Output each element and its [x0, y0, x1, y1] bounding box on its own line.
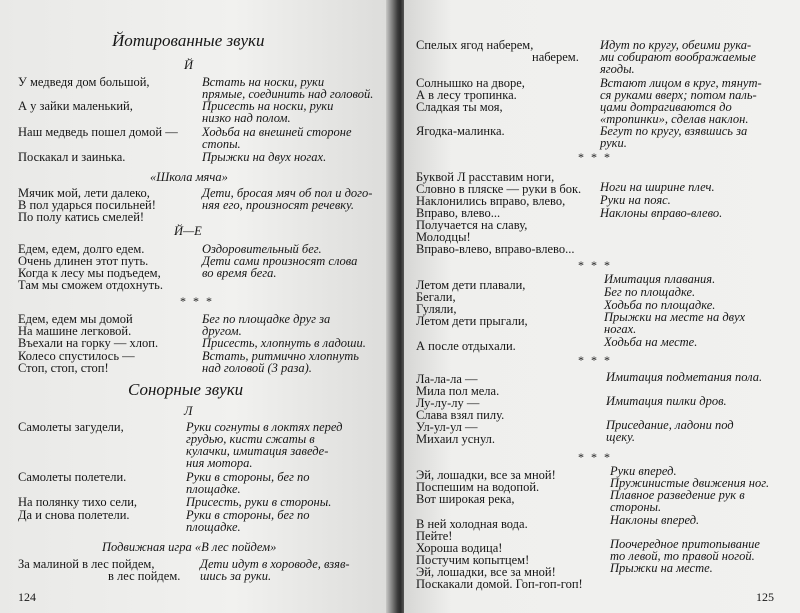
instruction-line: Плавное разведение рук в	[610, 488, 745, 502]
instruction-line: Прыжки на двух ногах.	[202, 150, 327, 164]
instruction-line: Бег по площадке.	[604, 285, 696, 299]
instruction-line: Встать на носки, руки	[202, 75, 325, 89]
verse-line: Эй, лошадки, все за мной!	[416, 565, 556, 579]
verse-line: Бегали,	[416, 290, 456, 304]
instruction-line: во время бега.	[202, 266, 277, 280]
verse-line: Постучим копытцем!	[416, 553, 530, 567]
instruction-line: Ходьба на месте.	[604, 335, 698, 349]
instruction-line: Руки в стороны, бег по	[186, 508, 310, 522]
verse-line: Едем, едем мы домой	[18, 312, 133, 326]
verse-line: Летом дети плавали,	[416, 278, 526, 292]
verse-line: Гуляли,	[416, 302, 457, 316]
section-divider: * * *	[578, 450, 612, 464]
instruction-line: Имитация плавания.	[604, 272, 716, 286]
instruction-line: ми собирают воображаемые	[600, 50, 756, 64]
verse-line: Эй, лошадки, все за мной!	[416, 468, 556, 482]
instruction-line: над головой (3 раза).	[202, 361, 312, 375]
letter-heading: Й	[184, 58, 194, 72]
instruction-line: Прыжки на месте.	[610, 561, 713, 575]
instruction-line: Бег по площадке друг за	[202, 312, 331, 326]
verse-line: Мячик мой, лети далеко,	[18, 186, 150, 200]
instruction-line: ния мотора.	[186, 456, 253, 470]
verse-line: Да и снова полетели.	[18, 508, 130, 522]
instruction-line: цами дотрагиваются до	[600, 100, 732, 114]
verse-line: Ягодка-малинка.	[416, 124, 505, 138]
instruction-line: кулачки, имитация заведе-	[186, 444, 329, 458]
instruction-line: Дети идут в хороводе, взяв-	[200, 557, 350, 571]
instruction-line: Дети, бросая мяч об пол и дого-	[202, 186, 373, 200]
verse-line: в лес пойдем.	[108, 569, 181, 583]
verse-line: Лу-лу-лу —	[416, 396, 480, 410]
instruction-line: Встать, ритмично хлопнуть	[202, 349, 359, 363]
instruction-line: площадке.	[186, 482, 241, 496]
instruction-line: Руки в стороны, бег по	[186, 470, 310, 484]
verse-line: Михаил уснул.	[416, 432, 496, 446]
instruction-line: ягоды.	[600, 62, 635, 76]
verse-line: Едем, едем, долго едем.	[18, 242, 145, 256]
instruction-line: ногах.	[604, 322, 637, 336]
verse-line: Спелых ягод наберем,	[416, 38, 534, 52]
verse-line: А у зайки маленький,	[18, 99, 133, 113]
instruction-line: Ходьба на внешней стороне	[202, 125, 352, 139]
verse-line: Летом дети прыгали,	[416, 314, 528, 328]
verse-line: В ней холодная вода.	[416, 517, 528, 531]
verse-line: Мила пол мела.	[416, 384, 500, 398]
instruction-line: Руки вперед.	[610, 464, 677, 478]
instruction-line: «тропинки», сделав наклон.	[600, 112, 749, 126]
instruction-line: грудью, кисти сжаты в	[186, 432, 315, 446]
verse-line: Ла-ла-ла —	[416, 372, 478, 386]
verse-line: Наш медведь пошел домой —	[18, 125, 178, 139]
verse-line: На полянку тихо сели,	[18, 495, 138, 509]
verse-line: Поскакал и заинька.	[18, 150, 126, 164]
instruction-line: Руки на пояс.	[600, 193, 671, 207]
instruction-line: шись за руки.	[200, 569, 272, 583]
instruction-line: Имитация пилки дров.	[606, 394, 727, 408]
page-125	[404, 0, 800, 613]
verse-line: В пол ударься посильней!	[18, 198, 156, 212]
instruction-line: Приседание, ладони под	[606, 418, 734, 432]
letter-heading: Л	[184, 404, 193, 418]
verse-line: Очень длинен этот путь.	[18, 254, 149, 268]
verse-line: Поскакали домой. Гоп-гоп-гоп!	[416, 577, 583, 591]
verse-line: За малиной в лес пойдем,	[18, 557, 155, 571]
instruction-line: Дети сами произносят слова	[202, 254, 358, 268]
verse-line: Вправо, влево...	[416, 206, 501, 220]
verse-line: Колесо спустилось —	[18, 349, 135, 363]
verse-line: Поспешим на водопой.	[416, 480, 540, 494]
page-number: 125	[756, 590, 774, 604]
verse-line: У медведя дом большой,	[18, 75, 150, 89]
game-title: Подвижная игра «В лес пойдем»	[102, 540, 277, 554]
verse-line: Самолеты полетели.	[18, 470, 127, 484]
verse-line: Словно в пляске — руки в бок.	[416, 182, 582, 196]
verse-line: Пейте!	[416, 529, 453, 543]
verse-line: Хороша водица!	[416, 541, 503, 555]
section-divider: * * *	[180, 294, 214, 308]
verse-line: Наклонились вправо, влево,	[416, 194, 566, 208]
instruction-line: Наклоны вправо-влево.	[600, 206, 723, 220]
instruction-line: Присесть, руки в стороны.	[186, 495, 332, 509]
instruction-line: Наклоны вперед.	[610, 513, 700, 527]
instruction-line: Бегут по кругу, взявшись за	[600, 124, 748, 138]
heading-sonorant-sounds: Сонорные звуки	[128, 380, 244, 399]
instruction-line: прямые, соединить над головой.	[202, 87, 374, 101]
verse-line: Буквой Л расставим ноги,	[416, 170, 555, 184]
verse-line: Получается на славу,	[416, 218, 528, 232]
verse-line: Вправо-влево, вправо-влево...	[416, 242, 575, 256]
page-124	[0, 0, 392, 613]
instruction-line: ся руками вверх; потом паль-	[600, 88, 757, 102]
verse-line: Сладкая ты моя,	[416, 100, 503, 114]
instruction-line: Прыжки на месте на двух	[604, 310, 746, 324]
instruction-line: Имитация подметания пола.	[606, 370, 763, 384]
instruction-line: Пружинистые движения ног.	[610, 476, 770, 490]
page-number: 124	[18, 590, 36, 604]
instruction-line: Присесть, хлопнуть в ладоши.	[202, 336, 366, 350]
verse-line: Молодцы!	[416, 230, 471, 244]
verse-line: А в лесу тропинка.	[416, 88, 517, 102]
verse-line: Когда к лесу мы подъедем,	[18, 266, 161, 280]
instruction-line: Идут по кругу, обеими рука-	[600, 38, 752, 52]
section-divider: * * *	[578, 353, 612, 367]
verse-line: На машине легковой.	[18, 324, 132, 338]
verse-line: Слава взял пилу.	[416, 408, 505, 422]
instruction-line: низко над полом.	[202, 111, 291, 125]
section-divider: * * *	[578, 258, 612, 272]
verse-line: Самолеты загудели,	[18, 420, 124, 434]
game-title: «Школа мяча»	[150, 170, 228, 184]
instruction-line: Руки согнуты в локтях перед	[186, 420, 343, 434]
verse-line: Стоп, стоп, стоп!	[18, 361, 109, 375]
instruction-line: Ходьба по площадке.	[604, 298, 716, 312]
instruction-line: площадке.	[186, 520, 241, 534]
section-divider: * * *	[578, 150, 612, 164]
instruction-line: щеку.	[606, 430, 636, 444]
instruction-line: няя его, произносят речевку.	[202, 198, 355, 212]
instruction-line: то левой, то правой ногой.	[610, 549, 755, 563]
instruction-line: Поочередное притопывание	[610, 537, 760, 551]
instruction-line: Оздоровительный бег.	[202, 242, 322, 256]
instruction-line: другом.	[202, 324, 242, 338]
instruction-line: Ноги на ширине плеч.	[600, 180, 715, 194]
verse-line: По полу катись смелей!	[18, 210, 145, 224]
verse-line: Ул-ул-ул —	[416, 420, 478, 434]
verse-line: наберем.	[532, 50, 579, 64]
verse-line: Вот широкая река,	[416, 492, 515, 506]
heading-iotated-sounds: Йотированные звуки	[112, 31, 265, 50]
instruction-line: Присесть на носки, руки	[202, 99, 334, 113]
instruction-line: руки.	[600, 136, 627, 150]
instruction-line: стопы.	[202, 137, 241, 151]
verse-line: Солнышко на дворе,	[416, 76, 525, 90]
verse-line: А после отдыхали.	[416, 339, 516, 353]
verse-line: Въехали на горку — хлоп.	[18, 336, 159, 350]
verse-line: Там мы сможем отдохнуть.	[18, 278, 163, 292]
instruction-line: Встают лицом в круг, тянут-	[600, 76, 762, 90]
instruction-line: стороны.	[610, 500, 662, 514]
letter-heading: Й—Е	[174, 224, 202, 238]
